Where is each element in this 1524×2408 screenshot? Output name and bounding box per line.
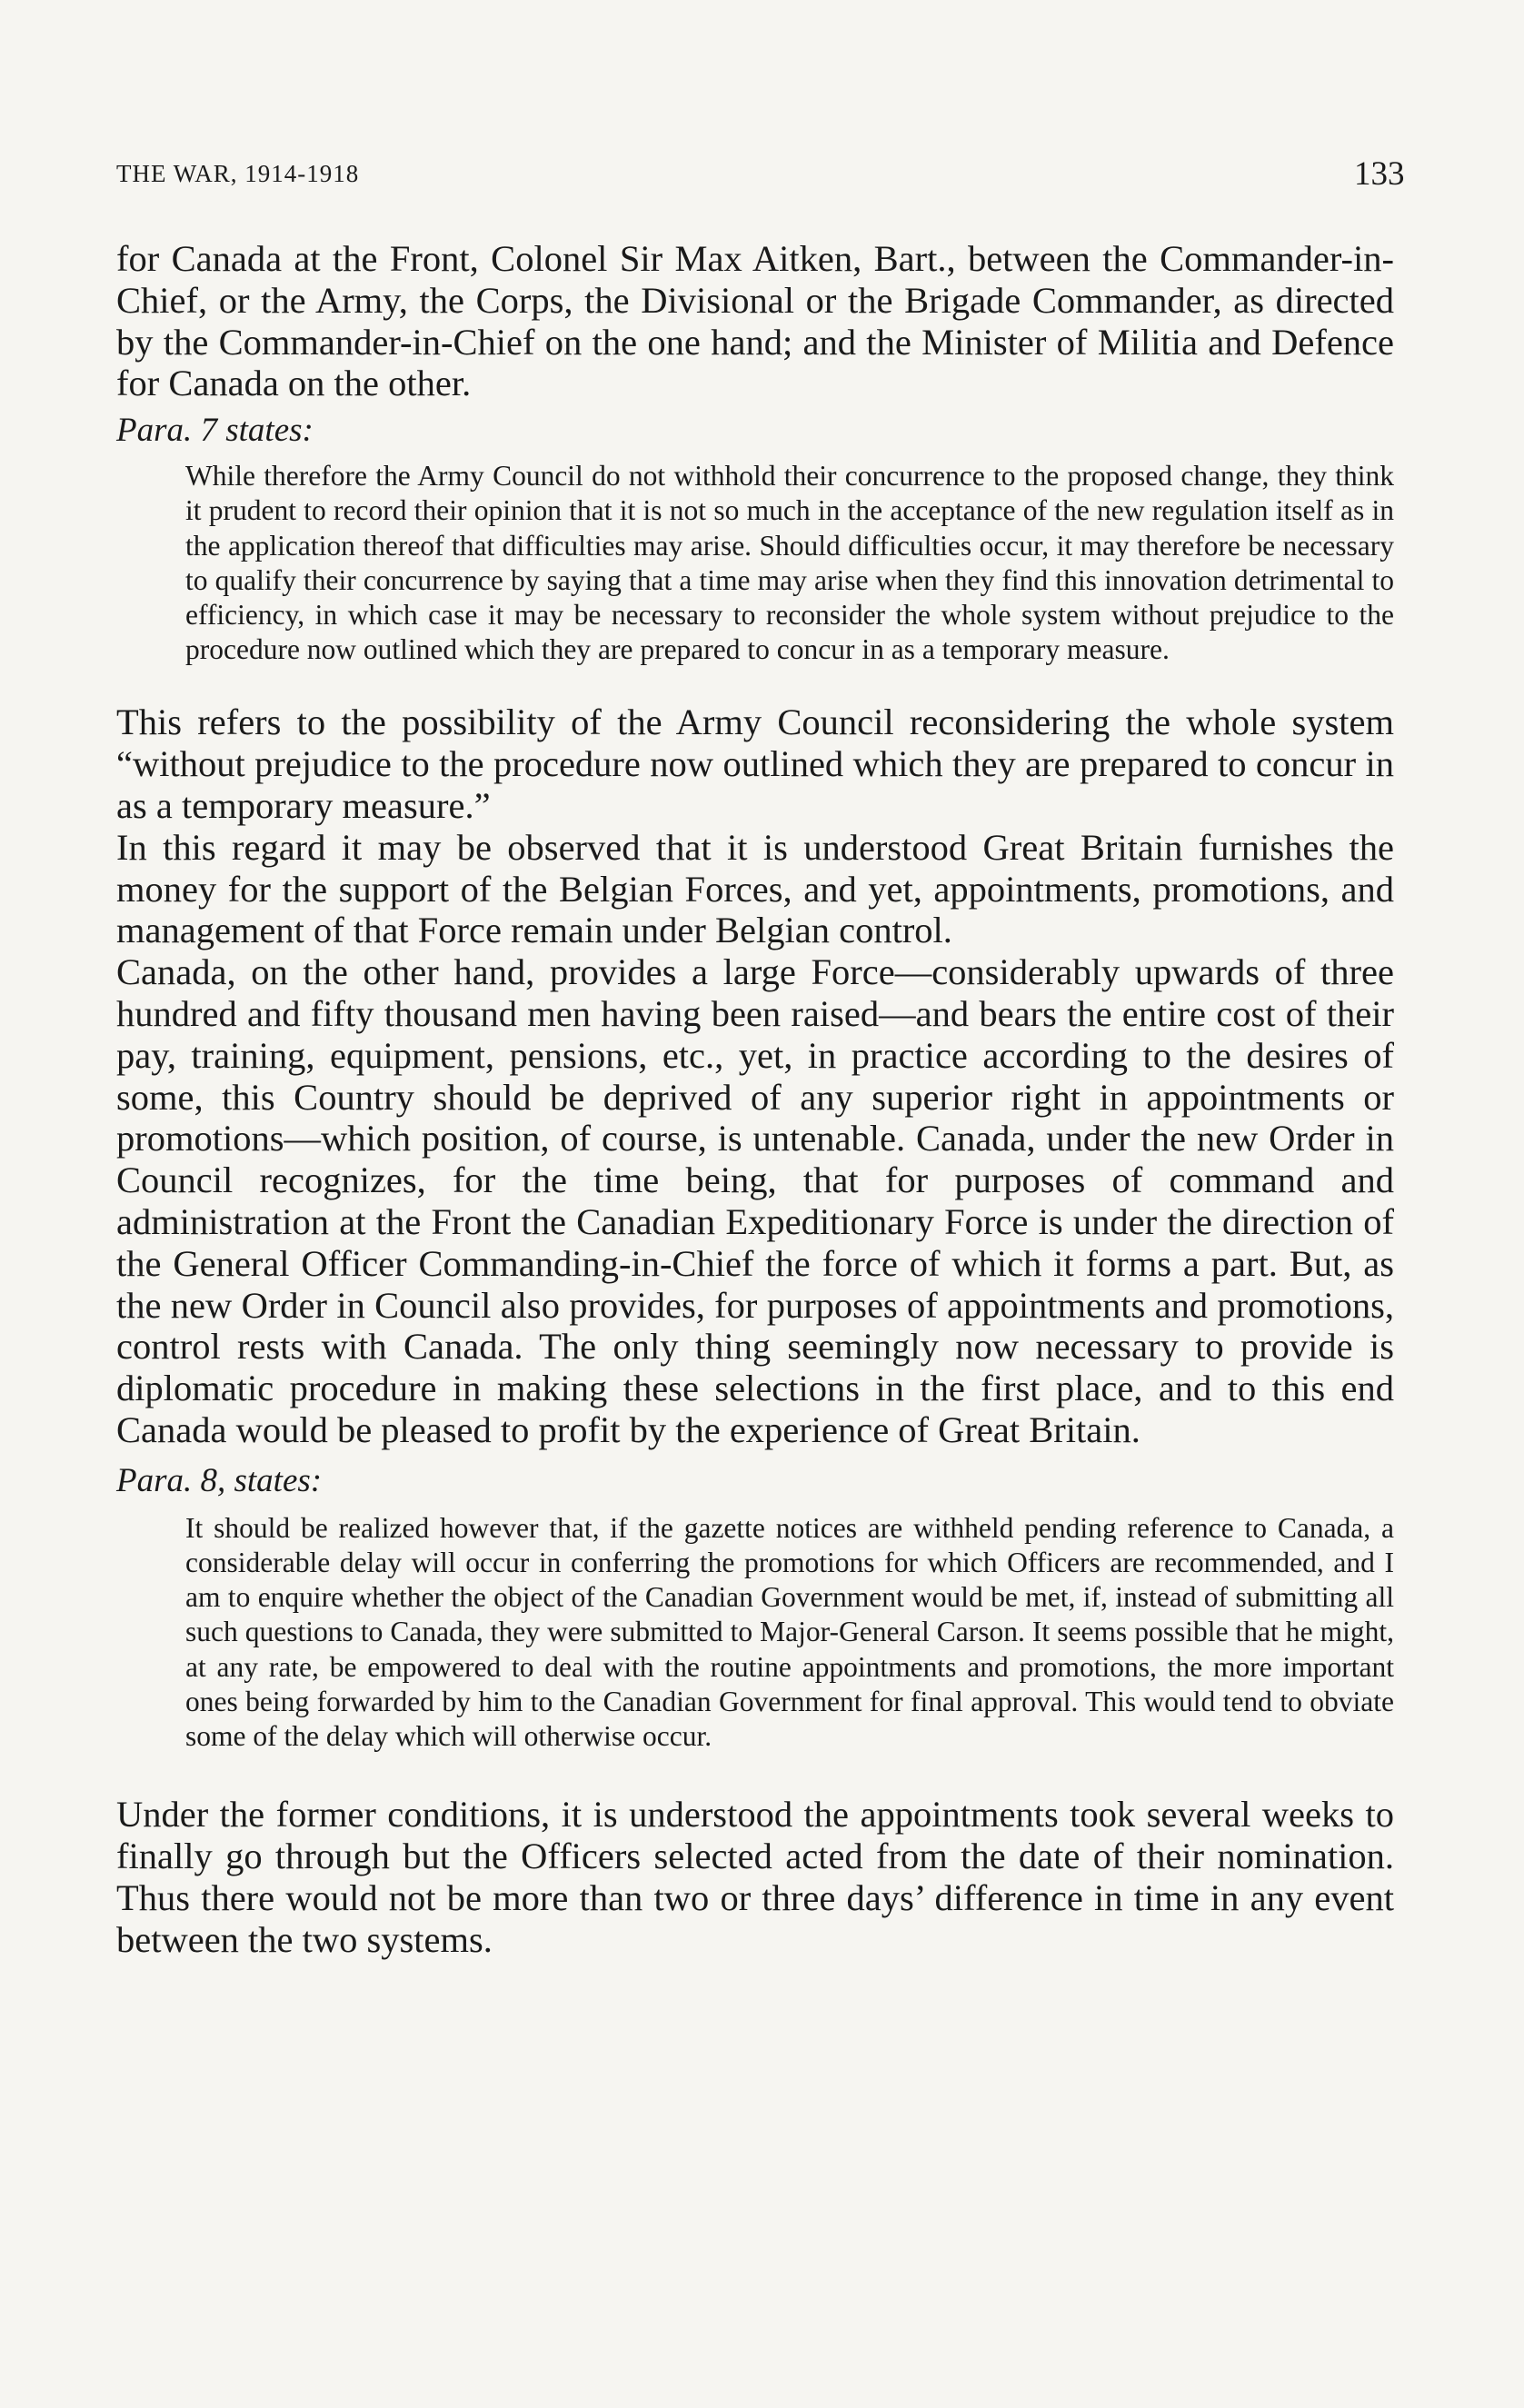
body-paragraph: In this regard it may be observed that it is understood Great Britain furnishes the money for the support of the Belgian Forces, and yet, appointments, promotions, and management of that Force remain under Belgian control.	[116, 826, 1394, 951]
block-quote: It should be realized however that, if the gazette notices are withheld pending reference to Canada, a considerable delay will occur in conferring the promotions for which Officers are recommended, and I am to enquire whether the object of the Canadian Government would be met, if, instead of submitting all such questions to Canada, they were submitted to Major-General Carson. It seems possible that he might, at any rate, be empowered to deal with the routine appointments and promotions, the more important ones being forwarded by him to the Canadian Government for final approval. This would tend to obviate some of the delay which will otherwise occur.	[185, 1511, 1394, 1752]
body-paragraph: for Canada at the Front, Colonel Sir Max Aitken, Bart., between the Commander-in-Chief, or the Army, the Corps, the Divisional or the Brigade Commander, as directed by the Commander-in-Chief on the one hand; and the Minister of Militia and Defence for Canada on the other.	[116, 238, 1394, 404]
body-paragraph: Canada, on the other hand, provides a large Force—considerably upwards of three hundred and fifty thousand men having been raised—and bears the entire cost of their pay, training, equipment, pensions, etc., yet, in practice according to the desires of some, this Country should be deprived of any superior right in appointments or promotions—which position, of course, is untenable. Canada, under the new Order in Council recognizes, for the time being, that for purposes of command and administration at the Front the Canadian Expeditionary Force is under the direction of the General Officer Commanding-in-Chief the force of which it forms a part. But, as the new Order in Council also provides, for purposes of appointments and promotions, control rests with Canada. The only thing seemingly now necessary to provide is diplomatic procedure in making these selections in the first place, and to this end Canada would be pleased to profit by the experience of Great Britain.	[116, 951, 1394, 1450]
quote-lead-in: Para. 7 states:	[116, 412, 314, 450]
block-quote: While therefore the Army Council do not withhold their concurrence to the proposed change, they think it prudent to record their opinion that it is not so much in the acceptance of the new regulation itself as in the application thereof that difficulties may arise. Should difficulties occur, it may therefore be necessary to qualify their concurrence by saying that a time may arise when they find this innovation detrimental to efficiency, in which case it may be necessary to reconsider the whole system without prejudice to the procedure now outlined which they are prepared to concur in as a temporary measure.	[185, 460, 1394, 666]
quote-lead-in: Para. 8, states:	[116, 1461, 323, 1499]
page-number: 133	[1354, 155, 1405, 193]
running-head: THE WAR, 1914-1918	[116, 160, 360, 187]
body-paragraph: Under the former conditions, it is understood the appointments took several weeks to finally go through but the Officers selected acted from the date of their nomination. Thus there would not be more than two or three days’ difference in time in any event between the two systems.	[116, 1794, 1394, 1960]
page-body	[116, 238, 1394, 1960]
body-paragraph: This refers to the possibility of the Army Council reconsidering the whole system “without prejudice to the procedure now outlined which they are prepared to concur in as a temporary measure.”	[116, 702, 1394, 826]
